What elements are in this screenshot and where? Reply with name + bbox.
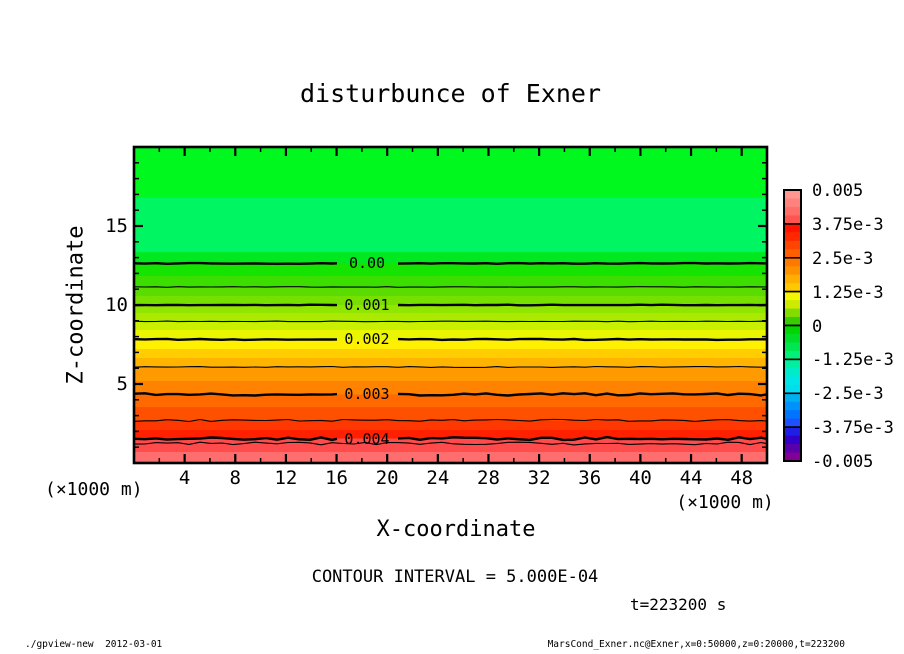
- colorbar-swatch: [784, 317, 801, 326]
- colorbar-swatch: [784, 249, 801, 258]
- x-axis-tick-label: 20: [375, 467, 399, 489]
- colorbar-tick-label: -1.25e-3: [812, 350, 894, 371]
- x-axis-tick-label: 4: [178, 467, 191, 489]
- colorbar-swatch: [784, 199, 801, 208]
- fill-band: [134, 276, 767, 288]
- colorbar-swatch: [784, 436, 801, 445]
- fill-band: [134, 321, 767, 330]
- contour-line: [134, 339, 337, 340]
- colorbar-swatch: [784, 266, 801, 275]
- chart-title: disturbunce of Exner: [299, 79, 602, 108]
- fill-band: [134, 421, 767, 431]
- contour-line: [398, 263, 767, 264]
- colorbar-tick-label: 0: [812, 316, 823, 337]
- contour-line: [134, 321, 767, 322]
- colorbar-swatch: [784, 292, 801, 301]
- fill-band: [134, 439, 767, 453]
- colorbar-swatch: [784, 275, 801, 284]
- fill-band: [134, 263, 767, 276]
- colorbar-swatch: [784, 224, 801, 233]
- x-axis-tick-label: 32: [527, 467, 551, 489]
- y-axis-tick-label: 10: [105, 294, 128, 316]
- contour-line-label: 0.002: [344, 330, 390, 349]
- colorbar-swatch: [784, 342, 801, 351]
- y-axis-tick-label: 5: [116, 373, 128, 395]
- x-axis-tick-label: 8: [229, 467, 241, 489]
- y-axis-tick-label: 15: [105, 215, 128, 237]
- colorbar: [784, 190, 801, 462]
- fill-band: [134, 407, 767, 421]
- colorbar-swatch: [784, 351, 801, 360]
- contour-line: [134, 305, 337, 306]
- colorbar-swatch: [784, 215, 801, 224]
- colorbar-tick-label: -3.75e-3: [812, 418, 894, 439]
- colorbar-swatch: [784, 427, 801, 436]
- fill-band: [134, 287, 767, 297]
- y-axis-title: Z-coordinate: [63, 225, 89, 385]
- fill-band: [134, 358, 767, 368]
- colorbar-swatch: [784, 326, 801, 335]
- colorbar-swatch: [784, 300, 801, 309]
- colorbar-swatch: [784, 258, 801, 267]
- contour-line: [398, 305, 767, 306]
- colorbar-swatch: [784, 385, 801, 394]
- x-axis-unit-label: (×1000 m): [676, 492, 774, 513]
- fill-band: [134, 147, 767, 198]
- colorbar-swatch: [784, 241, 801, 250]
- fill-band: [134, 367, 767, 382]
- colorbar-swatch: [784, 359, 801, 368]
- x-axis-tick-label: 48: [730, 467, 754, 489]
- fill-band: [134, 349, 767, 359]
- colorbar-tick-label: -0.005: [812, 452, 874, 472]
- colorbar-swatch: [784, 410, 801, 419]
- fill-band: [134, 339, 767, 349]
- x-axis-tick-label: 12: [274, 467, 298, 489]
- contour-interval-text: CONTOUR INTERVAL = 5.000E-04: [311, 567, 599, 587]
- contour-line: [134, 287, 767, 288]
- contour-line: [134, 263, 337, 264]
- colorbar-swatch: [784, 402, 801, 411]
- colorbar-swatch: [784, 232, 801, 241]
- x-axis-tick-label: 24: [426, 467, 450, 489]
- colorbar-swatch: [784, 334, 801, 343]
- x-axis-tick-label: 28: [477, 467, 500, 489]
- colorbar-swatch: [784, 368, 801, 377]
- contour-line-label: 0.00: [348, 254, 386, 273]
- colorbar-swatch: [784, 190, 801, 199]
- x-axis-tick-label: 36: [578, 467, 602, 489]
- colorbar-tick-label: 3.75e-3: [812, 214, 884, 235]
- colorbar-tick-label: -2.5e-3: [812, 384, 884, 405]
- x-axis-tick-label: 40: [628, 467, 652, 489]
- colorbar-swatch: [784, 376, 801, 385]
- colorbar-swatch: [784, 393, 801, 402]
- contour-line-label: 0.001: [344, 296, 390, 314]
- time-stamp-text: t=223200 s: [630, 595, 727, 614]
- x-axis-tick-label: 16: [325, 467, 348, 489]
- x-axis-title: X-coordinate: [376, 517, 536, 542]
- colorbar-tick-label: 0.005: [812, 181, 864, 201]
- contour-line-label: 0.004: [344, 429, 390, 448]
- colorbar-tick-label: 2.5e-3: [812, 248, 874, 269]
- contour-line-label: 0.003: [344, 385, 390, 404]
- fill-band: [134, 305, 767, 314]
- colorbar-tick-label: 1.25e-3: [812, 282, 884, 303]
- y-axis-unit-label: (×1000 m): [45, 479, 143, 500]
- contour-line: [398, 339, 767, 340]
- colorbar-swatch: [784, 444, 801, 453]
- footer-data-source: MarsCond_Exner.nc@Exner,x=0:50000,z=0:20000,t=223200: [547, 639, 845, 650]
- fill-band: [134, 198, 767, 253]
- colorbar-swatch: [784, 207, 801, 216]
- colorbar-swatch: [784, 309, 801, 318]
- fill-band: [134, 394, 767, 407]
- footer-program-version: ./gpview-new 2012-03-01: [25, 639, 163, 650]
- x-axis-tick-label: 44: [679, 467, 703, 489]
